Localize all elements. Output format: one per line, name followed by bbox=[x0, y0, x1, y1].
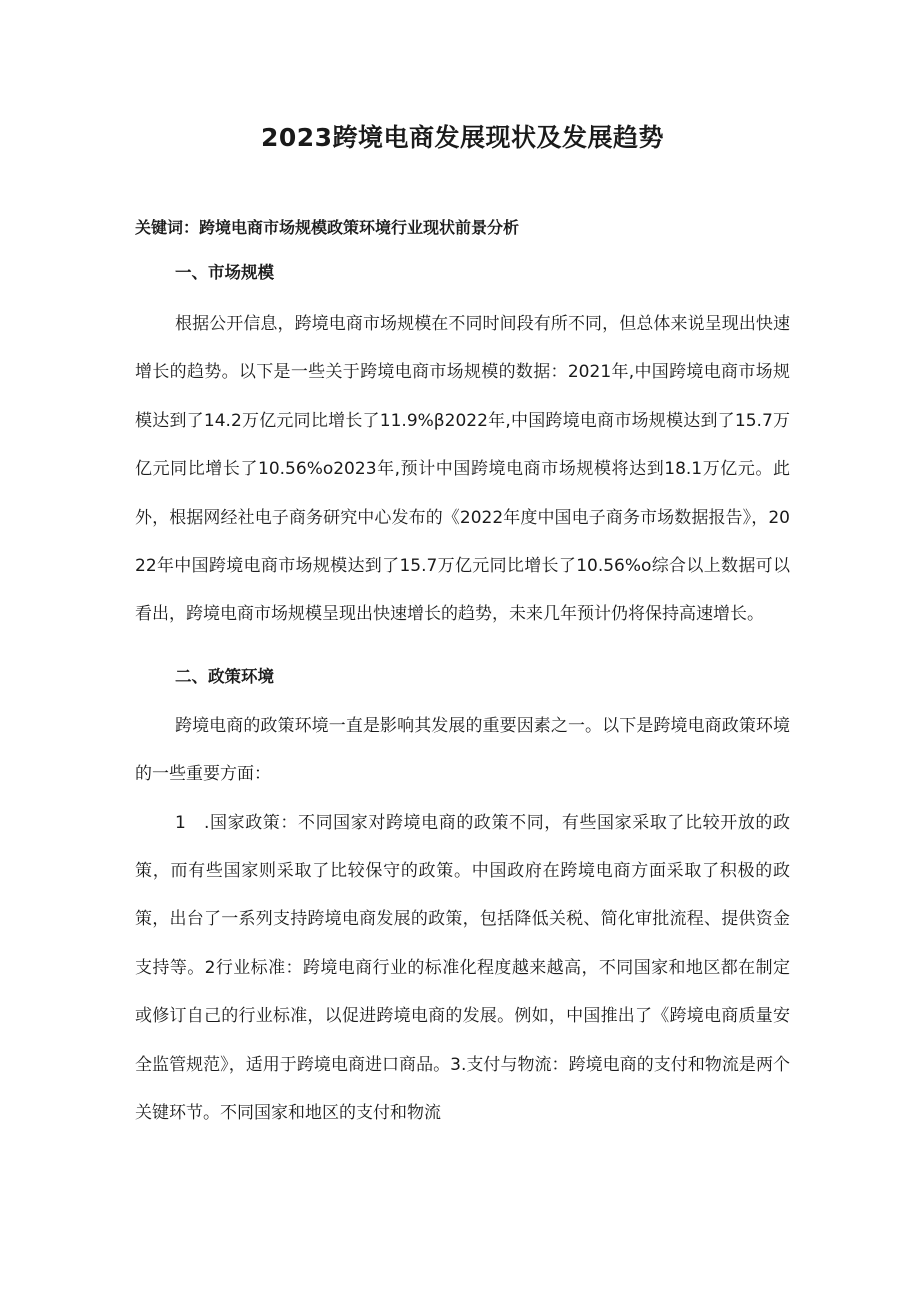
keywords-line: 关键词：跨境电商市场规模政策环境行业现状前景分析 bbox=[135, 218, 520, 237]
paragraph-policy-intro: 跨境电商的政策环境一直是影响其发展的重要因素之一。以下是跨境电商政策环境的一些重要方面： bbox=[135, 715, 790, 785]
paragraph-market-size: 根据公开信息，跨境电商市场规模在不同时间段有所不同，但总体来说呈现出快速增长的趋势。以下是一些关于跨境电商市场规模的数据：2021年,中国跨境电商市场规模达到了14.2万亿元同比增长了11.9%β2022年,中国跨境电商市场规模达到了15.7万亿元同比增长了10.56%o2023年,预计中国跨境电商市场规模将达到18.1万亿元。此外，根据网经社电子商务研究中心发布的《2022年度中国电子商务市场数据报告》，2022年中国跨境电商市场规模达到了15.7万亿元同比增长了10.56%o综合以上数据可以看出，跨境电商市场规模呈现出快速增长的趋势，未来几年预计仍将保持高速增长。 bbox=[135, 314, 790, 625]
document-title: 2023跨境电商发展现状及发展趋势 bbox=[260, 123, 665, 152]
section-heading-policy-environment: 二、政策环境 bbox=[175, 666, 274, 686]
section-heading-market-size: 一、市场规模 bbox=[175, 263, 274, 282]
paragraph-policy-details: 1 .国家政策：不同国家对跨境电商的政策不同，有些国家采取了比较开放的政策，而有些国家则采取了比较保守的政策。中国政府在跨境电商方面采取了积极的政策，出台了一系列支持跨境电商发展的政策，包括降低关税、简化审批流程、提供资金支持等。2行业标准：跨境电商行业的标准化程度越来越高，不同国家和地区都在制定或修订自己的行业标准，以促进跨境电商的发展。例如，中国推出了《跨境电商质量安全监管规范》，适用于跨境电商进口商品。3.支付与物流：跨境电商的支付和物流是两个关键环节。不同国家和地区的支付和物流 bbox=[135, 812, 790, 1124]
